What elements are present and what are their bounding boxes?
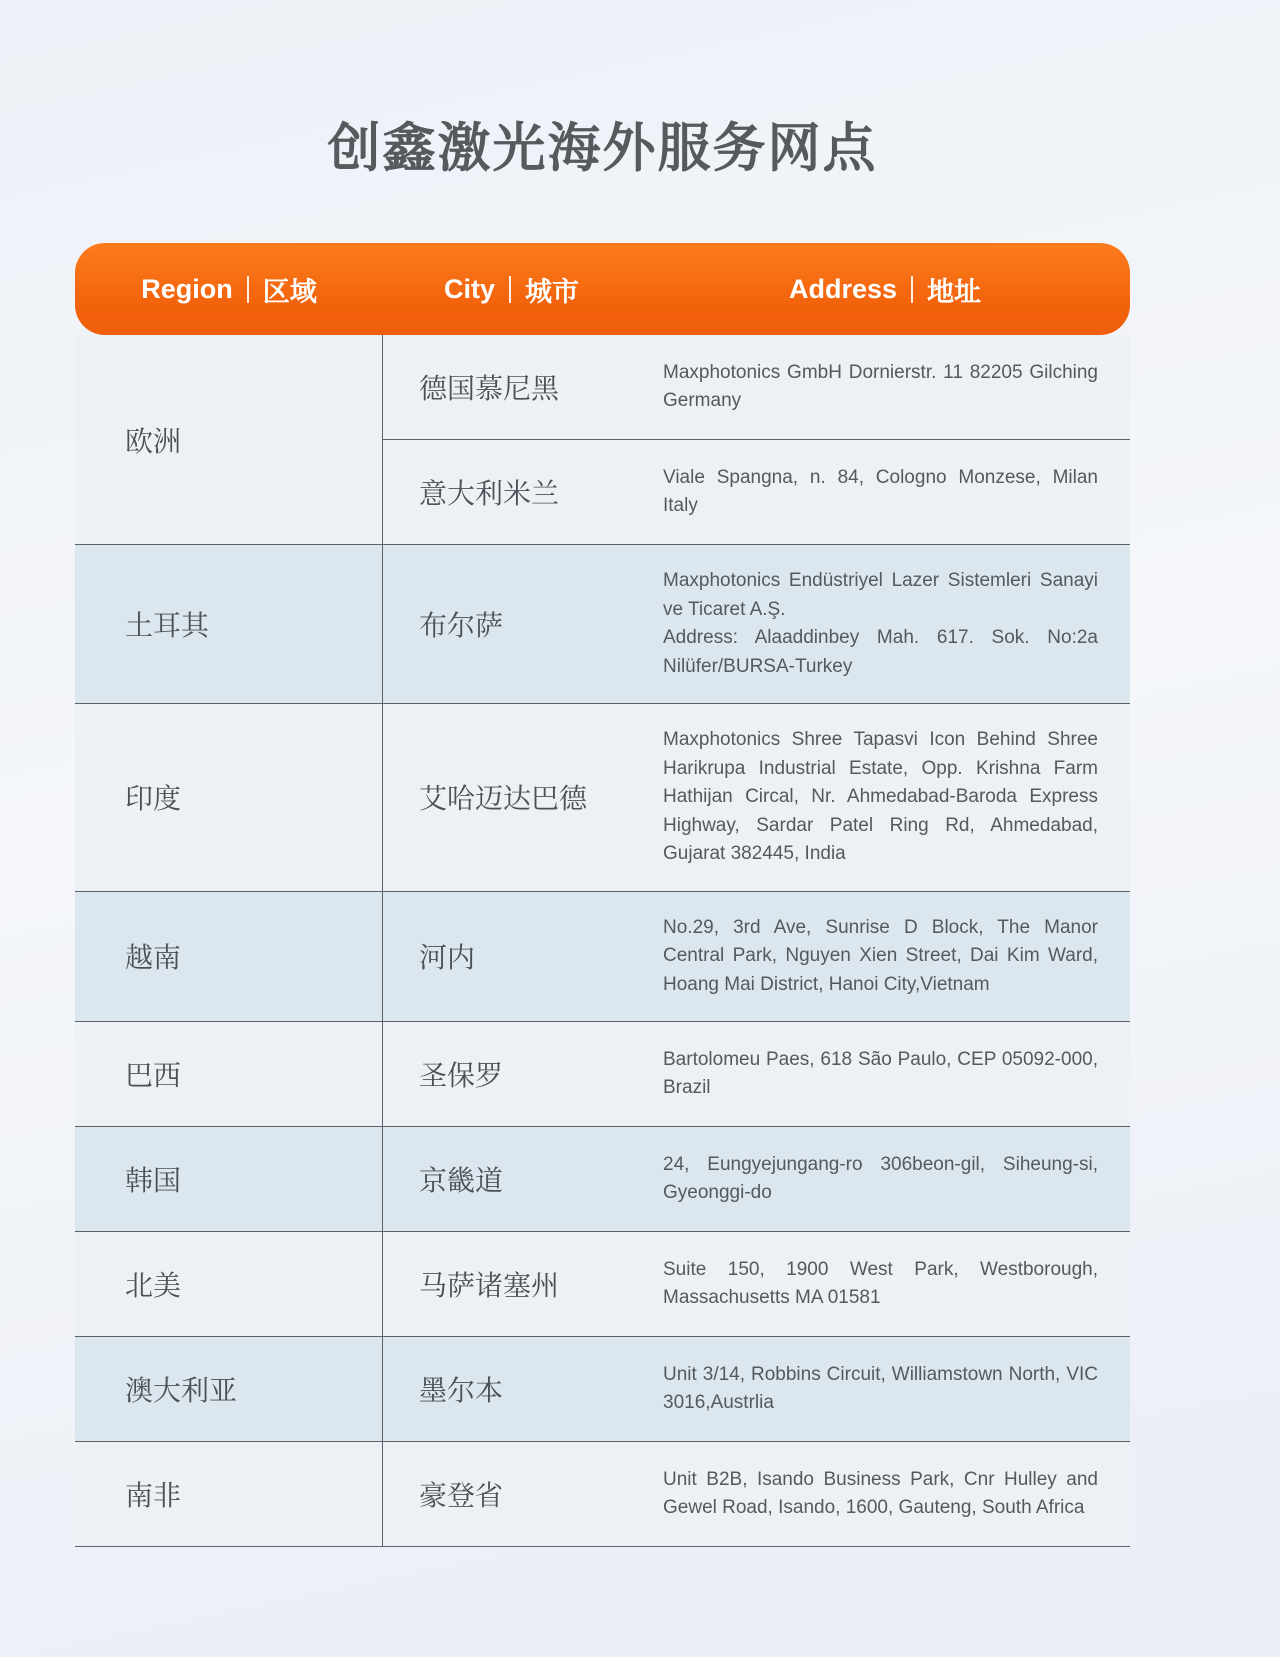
table-row [383,335,1130,439]
address-text: 24, Eungyejungang-ro 306beon-gil, Siheung-si, Gyeonggi-do [663,1153,1098,1203]
table-row [383,704,1130,891]
city-cell [383,1442,640,1546]
table-row-group [75,1126,1130,1231]
address-cell [640,1127,1130,1231]
city-cell [383,545,640,703]
header-city [383,270,640,309]
address-text: No.29, 3rd Ave, Sunrise D Block, The Manor Central Park, Nguyen Xien Street, Dai Kim Ward, Hoang Mai District, Hanoi City,Vietnam [663,916,1098,995]
table-row-group [75,703,1130,891]
table-row [383,1442,1130,1546]
region-label: 土耳其 [125,610,210,641]
table-row [383,439,1130,544]
region-subrows [383,335,1130,544]
city-label: 豪登省 [419,1480,504,1511]
address-cell [640,335,1130,439]
address-cell [640,1442,1130,1546]
table-row [383,1337,1130,1441]
table-row-group [75,891,1130,1022]
address-text: Maxphotonics Shree Tapasvi Icon Behind Shree Harikrupa Industrial Estate, Opp. Krishna Farm Hathijan Circal, Nr. Ahmedabad-Baroda Express Highway, Sardar Patel Ring Rd, Ahmedabad, Gujarat 382445, India [663,729,1098,864]
address-text: Bartolomeu Paes, 618 São Paulo, CEP 05092-000, Brazil [663,1048,1098,1098]
region-cell [75,1232,383,1336]
header-city-en: City [443,273,495,304]
table-body [75,335,1130,1547]
city-label: 墨尔本 [419,1375,504,1406]
header-region-en: Region [141,273,233,304]
city-label: 河内 [419,942,476,974]
address-cell [640,1337,1130,1441]
table-row [383,1127,1130,1231]
city-cell [383,1337,640,1441]
table-header [75,243,1130,335]
region-cell [75,1442,383,1546]
header-divider-icon [911,276,913,303]
table-row-group [75,1021,1130,1126]
address-text: Viale Spangna, n. 84, Cologno Monzese, Milan Italy [663,466,1098,516]
region-subrows [383,1022,1130,1126]
address-cell [640,1022,1130,1126]
address-text: Unit B2B, Isando Business Park, Cnr Hulley and Gewel Road, Isando, 1600, Gauteng, South Africa [663,1468,1098,1518]
address-cell [640,704,1130,891]
table-row [383,1232,1130,1336]
city-label: 德国慕尼黑 [419,373,560,404]
header-city-zh: 城市 [525,276,579,307]
region-cell [75,1127,383,1231]
city-cell [383,1232,640,1336]
region-subrows [383,1127,1130,1231]
service-network-table [75,243,1130,1547]
table-row-group [75,335,1130,544]
region-label: 韩国 [125,1165,182,1196]
city-label: 意大利米兰 [419,478,560,509]
city-label: 圣保罗 [419,1060,504,1091]
header-divider-icon [509,276,511,303]
table-row-group [75,1336,1130,1441]
header-region-zh: 区域 [262,276,317,307]
region-cell [75,1337,383,1441]
header-address-en: Address [788,273,898,304]
region-label: 巴西 [125,1060,182,1091]
header-address-zh: 地址 [927,276,982,307]
city-label: 布尔萨 [419,610,504,641]
table-row [383,892,1130,1022]
region-cell [75,892,383,1022]
address-cell [640,1232,1130,1336]
region-subrows [383,704,1130,891]
region-label: 越南 [125,942,182,974]
region-label: 澳大利亚 [125,1375,238,1406]
header-address [640,270,1130,309]
region-subrows [383,1232,1130,1336]
address-text: Maxphotonics GmbH Dornierstr. 11 82205 Gilching Germany [663,361,1098,411]
region-cell [75,704,383,891]
city-cell [383,892,640,1022]
region-cell [75,335,383,544]
region-subrows [383,1442,1130,1546]
address-text: Maxphotonics Endüstriyel Lazer Sistemleri Sanayi ve Ticaret A.Ş. [663,570,1098,620]
address-cell [640,440,1130,544]
region-label: 南非 [125,1480,182,1511]
region-subrows [383,545,1130,703]
address-cell [640,892,1130,1022]
city-label: 艾哈迈达巴德 [419,783,588,815]
region-cell [75,545,383,703]
region-label: 欧洲 [125,425,182,457]
region-label: 印度 [125,783,182,815]
city-cell [383,1127,640,1231]
region-cell [75,1022,383,1126]
address-text: Unit 3/14, Robbins Circuit, Williamstown North, VIC 3016,Austrlia [663,1363,1098,1413]
address-cell [640,545,1130,703]
city-label: 马萨诸塞州 [419,1270,560,1301]
table-row-group [75,1231,1130,1336]
city-cell [383,1022,640,1126]
header-divider-icon [247,276,249,303]
address-text: Suite 150, 1900 West Park, Westborough, Massachusetts MA 01581 [663,1258,1098,1308]
table-row-group [75,1441,1130,1546]
table-row [383,545,1130,703]
page-title: 创鑫激光海外服务网点 [327,119,878,178]
table-row [383,1022,1130,1126]
header-region [75,270,383,309]
address-text: Address: Alaaddinbey Mah. 617. Sok. No:2a Nilüfer/BURSA-Turkey [663,627,1098,677]
city-cell [383,704,640,891]
region-label: 北美 [125,1270,182,1301]
city-cell [383,335,640,439]
region-subrows [383,892,1130,1022]
region-subrows [383,1337,1130,1441]
city-cell [383,440,640,544]
city-label: 京畿道 [419,1165,504,1196]
table-row-group [75,544,1130,703]
